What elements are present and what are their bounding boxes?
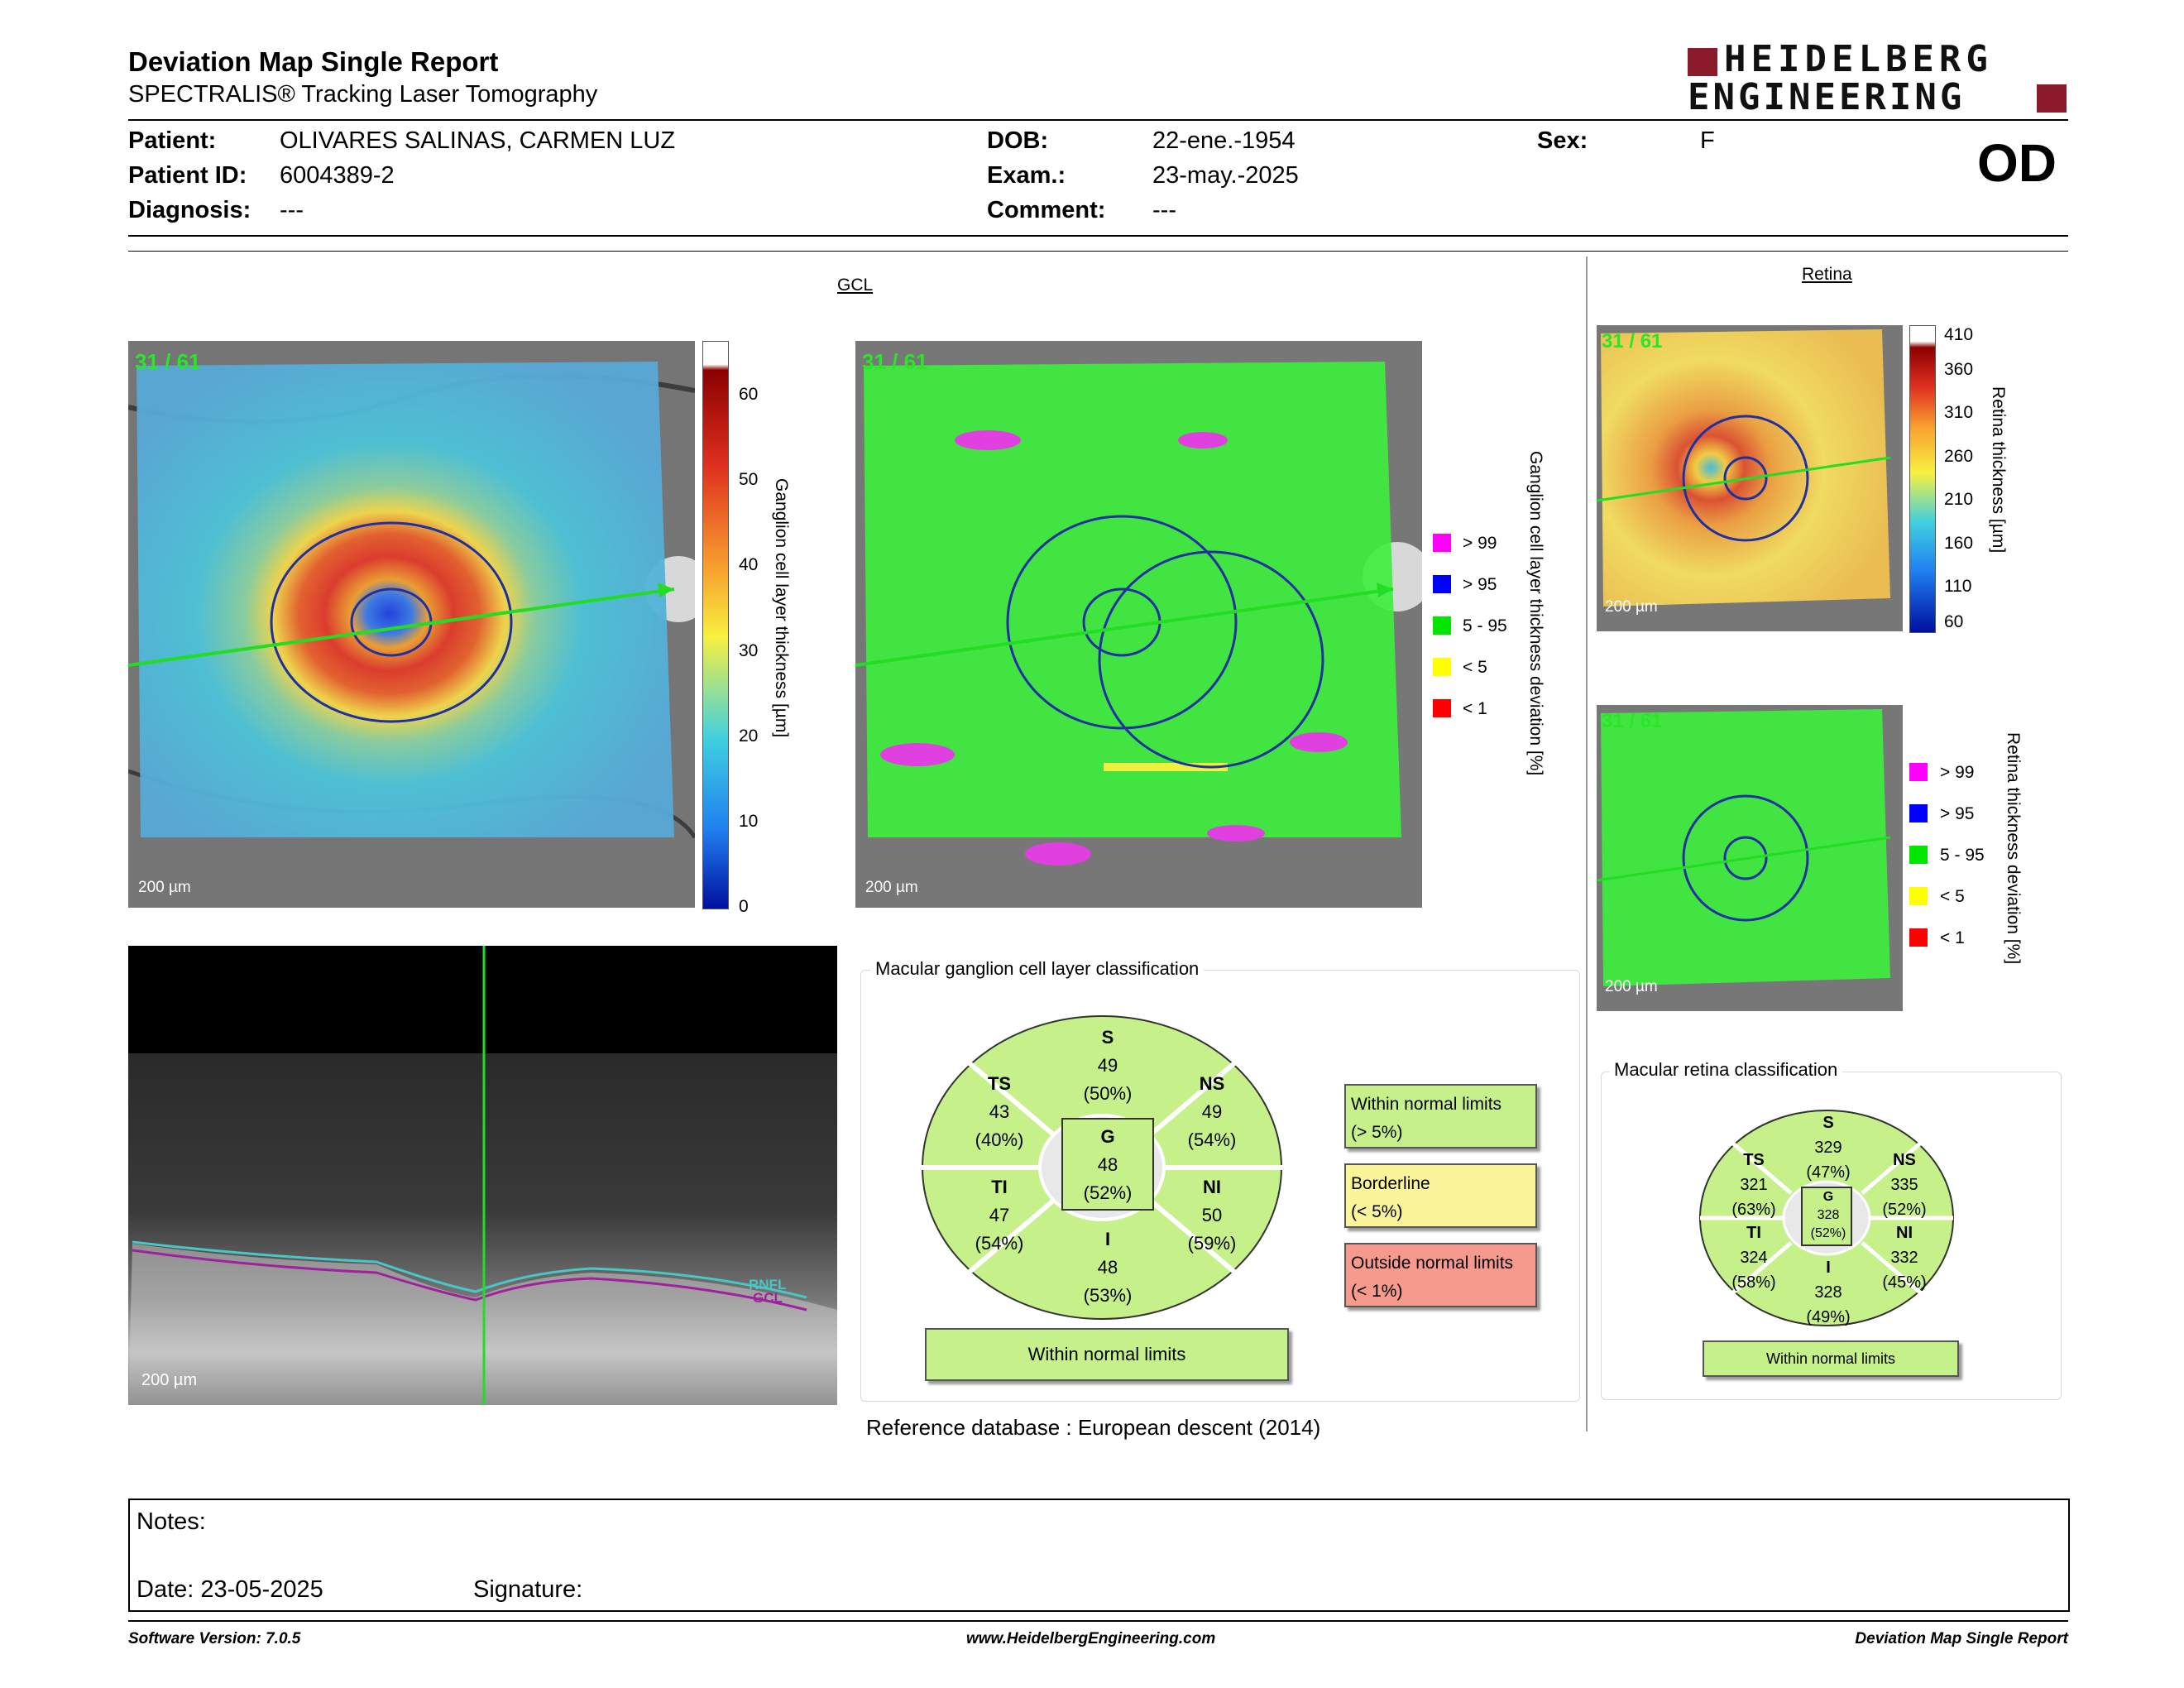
retina-legend-swatch-normal	[1909, 846, 1928, 864]
footer-software-version: Software Version: 7.0.5	[128, 1630, 301, 1647]
retina-tick: 310	[1944, 403, 1974, 422]
retina-sector-i-name: I	[1826, 1259, 1831, 1277]
retina-tick: 110	[1944, 577, 1972, 596]
gcl-deviation-map	[855, 341, 1422, 908]
gcl-sector-ts-name: TS	[987, 1073, 1012, 1094]
gcl-dev-scan-count: 31 / 61	[862, 349, 928, 374]
comment-value: ---	[1152, 197, 1176, 223]
retina-deviation-axis-label: Retina thickness deviation [%]	[2004, 732, 2023, 965]
retina-tick: 410	[1944, 325, 1974, 344]
diagnosis-value: ---	[280, 197, 304, 223]
footer-website: www.HeidelbergEngineering.com	[966, 1630, 1216, 1647]
gcl-thickness-axis-label: Ganglion cell layer thickness [µm]	[772, 478, 791, 738]
gcl-sector-g-name: G	[1100, 1126, 1115, 1147]
retina-sector-ns-pct: (52%)	[1882, 1201, 1927, 1219]
retina-sector-s-value: 329	[1814, 1139, 1842, 1157]
key-label: Borderline	[1351, 1174, 1430, 1193]
retina-colorbar	[1909, 325, 1936, 633]
legend-swatch-gt99	[1433, 534, 1451, 552]
gcl-thickness-map	[128, 341, 695, 908]
gcl-section-title: GCL	[837, 276, 874, 295]
retina-legend-label: > 99	[1940, 763, 1975, 782]
patient-name: OLIVARES SALINAS, CARMEN LUZ	[280, 127, 676, 154]
gcl-overall-status	[925, 1328, 1289, 1381]
retina-sector-ti-pct: (58%)	[1731, 1273, 1776, 1292]
footer-report-name: Deviation Map Single Report	[1855, 1630, 2068, 1647]
retina-legend-swatch-gt95	[1909, 804, 1928, 822]
retina-sector-s-name: S	[1822, 1114, 1834, 1132]
gcl-sector-g-pct: (52%)	[1083, 1182, 1133, 1203]
brand-logo	[1688, 38, 2068, 118]
brand-line2: ENGINEERING	[1688, 76, 1966, 118]
gcl-dev-scale: 200 µm	[865, 879, 918, 896]
retina-tick: 360	[1944, 360, 1974, 379]
retina-sector-i-pct: (49%)	[1806, 1308, 1851, 1326]
gcl-tick: 60	[739, 385, 759, 404]
notes-signature: Signature:	[473, 1576, 583, 1603]
retina-deviation-map	[1597, 705, 1903, 1011]
retina-sector-ns-name: NS	[1893, 1151, 1916, 1169]
notes-label: Notes:	[136, 1508, 206, 1535]
dob-label: DOB:	[987, 127, 1049, 154]
gcl-sector-ti-name: TI	[991, 1177, 1008, 1197]
notes-box	[128, 1499, 2070, 1612]
gcl-tick: 40	[739, 555, 759, 574]
rnfl-label: RNFL	[749, 1277, 787, 1292]
patient-label: Patient:	[128, 127, 217, 154]
retina-sector-ni-name: NI	[1896, 1224, 1913, 1242]
gcl-sector-ni-pct: (59%)	[1187, 1233, 1237, 1254]
gcl-sector-ns-name: NS	[1199, 1073, 1225, 1094]
retina-tick: 260	[1944, 447, 1974, 466]
exam-value: 23-may.-2025	[1152, 162, 1299, 189]
legend-label: > 99	[1463, 534, 1497, 553]
key-label: Outside normal limits	[1351, 1254, 1514, 1273]
retina-overall-status	[1703, 1340, 1959, 1377]
key-outside-normal	[1344, 1243, 1537, 1307]
patient-id: 6004389-2	[280, 162, 395, 189]
gcl-sector-ts-pct: (40%)	[975, 1129, 1024, 1150]
legend-label: 5 - 95	[1463, 616, 1507, 635]
retina-sector-ns-value: 335	[1890, 1176, 1918, 1194]
patient-id-label: Patient ID:	[128, 162, 247, 189]
retina-legend-label: < 5	[1940, 887, 1965, 906]
key-label: Within normal limits	[1351, 1095, 1502, 1114]
gcl-scale: 200 µm	[138, 879, 191, 896]
retina-classification-title: Macular retina classification	[1609, 1059, 1842, 1081]
comment-label: Comment:	[987, 197, 1106, 223]
dob-value: 22-ene.-1954	[1152, 127, 1296, 154]
gcl-sector-ns-value: 49	[1201, 1101, 1223, 1122]
gcl-sector-ns-pct: (54%)	[1187, 1129, 1237, 1150]
legend-swatch-normal	[1433, 616, 1451, 635]
retina-sector-g-pct: (52%)	[1810, 1226, 1846, 1240]
retina-overall-status-text: Within normal limits	[1765, 1350, 1896, 1367]
retina-sector-ts-name: TS	[1743, 1151, 1765, 1169]
key-borderline	[1344, 1163, 1537, 1228]
retina-legend-swatch-gt99	[1909, 763, 1928, 781]
retina-legend-label: > 95	[1940, 804, 1975, 823]
gcl-tick: 20	[739, 727, 759, 746]
gcl-tick: 10	[739, 812, 759, 831]
bscan-scale: 200 µm	[141, 1371, 198, 1389]
retina-dev-scan-count: 31 / 61	[1602, 710, 1663, 732]
retina-thickness-axis-label: Retina thickness [µm]	[1989, 386, 2008, 554]
gcl-sector-ni-name: NI	[1203, 1177, 1221, 1197]
retina-sector-ti-value: 324	[1740, 1249, 1768, 1267]
retina-scale: 200 µm	[1605, 598, 1658, 616]
exam-label: Exam.:	[987, 162, 1066, 189]
legend-label: < 1	[1463, 699, 1487, 718]
gcl-colorbar	[702, 341, 729, 909]
retina-sector-ni-value: 332	[1890, 1249, 1918, 1267]
retina-legend-label: 5 - 95	[1940, 846, 1985, 865]
gcl-sector-ti-value: 47	[989, 1205, 1010, 1225]
gcl-scan-count: 31 / 61	[135, 349, 201, 374]
gcl-overall-status-text: Within normal limits	[1027, 1344, 1186, 1364]
key-range: (< 1%)	[1351, 1282, 1403, 1301]
gcl-sector-s-name: S	[1101, 1027, 1114, 1048]
gcl-deviation-axis-label: Ganglion cell layer thickness deviation [%]	[1526, 451, 1545, 776]
legend-label: < 5	[1463, 658, 1487, 677]
reference-database: Reference database : European descent (2014)	[866, 1415, 1321, 1440]
gcl-sector-s-value: 49	[1097, 1055, 1118, 1076]
report-subtitle: SPECTRALIS® Tracking Laser Tomography	[128, 81, 598, 108]
eye-badge: OD	[1977, 133, 2057, 193]
gcl-sector-g-value: 48	[1097, 1154, 1118, 1175]
retina-tick: 160	[1944, 534, 1974, 553]
gcl-sector-ts-value: 43	[989, 1101, 1010, 1122]
key-range: (< 5%)	[1351, 1202, 1403, 1221]
gcl-tick: 50	[739, 470, 759, 489]
retina-tick: 60	[1944, 612, 1964, 631]
gcl-classification-title: Macular ganglion cell layer classification	[870, 958, 1204, 980]
notes-date: Date: 23-05-2025	[136, 1576, 323, 1603]
gcl-layer-label: GCL	[753, 1290, 783, 1306]
gcl-sector-s-pct: (50%)	[1083, 1083, 1133, 1104]
report-title: Deviation Map Single Report	[128, 46, 499, 77]
retina-sector-g-name: G	[1822, 1190, 1834, 1204]
brand-line1: HEIDELBERG	[1724, 38, 1993, 80]
gcl-sector-i-pct: (53%)	[1083, 1285, 1133, 1306]
retina-legend-label: < 1	[1940, 928, 1965, 947]
legend-swatch-lt1	[1433, 699, 1451, 717]
gcl-sector-i-value: 48	[1097, 1257, 1118, 1278]
retina-sector-ni-pct: (45%)	[1882, 1273, 1927, 1292]
diagnosis-label: Diagnosis:	[128, 197, 251, 223]
retina-sector-i-value: 328	[1814, 1283, 1842, 1302]
retina-dev-scale: 200 µm	[1605, 978, 1658, 995]
retina-legend-swatch-lt1	[1909, 928, 1928, 947]
legend-swatch-gt95	[1433, 575, 1451, 593]
retina-thickness-map	[1597, 325, 1903, 631]
retina-tick: 210	[1944, 490, 1974, 509]
retina-sector-ts-value: 321	[1740, 1176, 1768, 1194]
retina-sector-s-pct: (47%)	[1806, 1163, 1851, 1182]
retina-section-title: Retina	[1802, 265, 1852, 284]
gcl-tick: 30	[739, 641, 759, 660]
legend-swatch-lt5	[1433, 658, 1451, 676]
key-within-normal	[1344, 1084, 1537, 1149]
sex-label: Sex:	[1537, 127, 1588, 154]
legend-label: > 95	[1463, 575, 1497, 594]
retina-scan-count: 31 / 61	[1602, 330, 1663, 352]
retina-legend-swatch-lt5	[1909, 887, 1928, 905]
retina-sector-g-value: 328	[1817, 1208, 1840, 1222]
retina-sector-ts-pct: (63%)	[1731, 1201, 1776, 1219]
retina-sector-ti-name: TI	[1746, 1224, 1761, 1242]
gcl-sector-ti-pct: (54%)	[975, 1233, 1024, 1254]
key-range: (> 5%)	[1351, 1123, 1403, 1142]
gcl-sector-ni-value: 50	[1201, 1205, 1223, 1225]
gcl-sector-i-name: I	[1104, 1229, 1111, 1249]
sex-value: F	[1700, 127, 1715, 154]
gcl-tick: 0	[739, 897, 749, 916]
oct-bscan	[128, 946, 837, 1405]
